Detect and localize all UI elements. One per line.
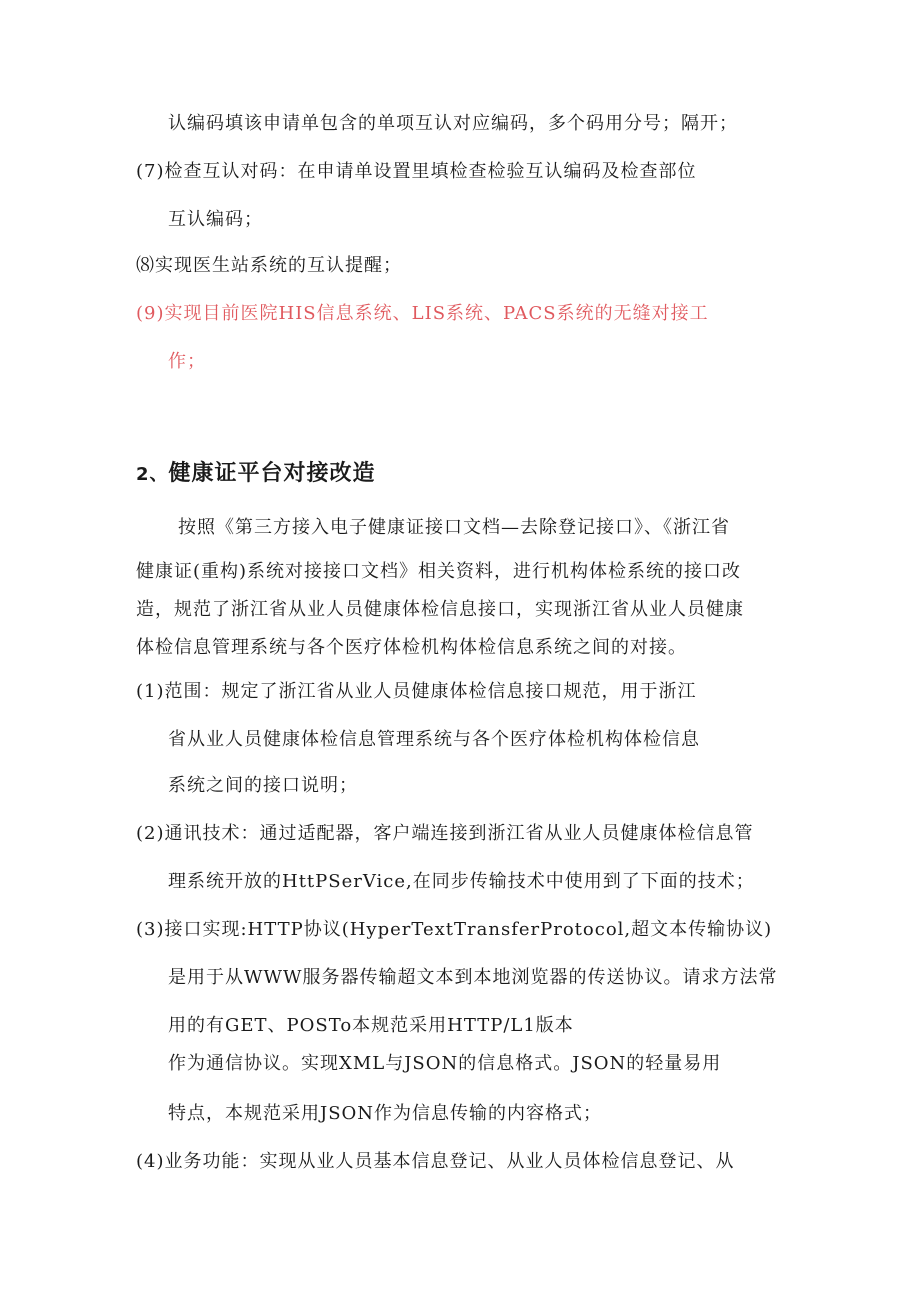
item-1-line-1: (1)范围：规定了浙江省从业人员健康体检信息接口规范，用于浙江 (136, 681, 697, 702)
item-1-line-3: 系统之间的接口说明； (168, 775, 358, 796)
item-3-line-4: 作为通信协议。实现XML与JSON的信息格式。JSON的轻量易用 (168, 1053, 722, 1074)
intro-paragraph-line-4: 体检信息管理系统与各个医疗体检机构体检信息系统之间的对接。 (136, 637, 687, 658)
item-3-line-2: 是用于从WWW服务器传输超文本到本地浏览器的传送协议。请求方法常 (168, 967, 778, 988)
intro-paragraph-line-2: 健康证(重构)系统对接接口文档》相关资料，进行机构体检系统的接口改 (136, 561, 742, 582)
list-item-9-line-2: 作； (168, 351, 206, 372)
item-3-line-1: (3)接口实现:HTTP协议(HyperTextTransferProtocol,超文本传输协议) (136, 919, 773, 940)
item-3-line-3: 用的有GET、POSTo本规范采用HTTP/L1版本 (168, 1015, 574, 1036)
item-2-line-1: (2)通讯技术：通过适配器，客户端连接到浙江省从业人员健康体检信息管 (136, 823, 754, 844)
section-heading (136, 460, 376, 489)
item-3-line-5: 特点，本规范采用JSON作为信息传输的内容格式； (168, 1103, 603, 1124)
list-item-7-line-2: 互认编码； (168, 209, 263, 230)
intro-paragraph-line-1: 按照《第三方接入电子健康证接口文档—去除登记接口》、《浙江省 (178, 517, 730, 538)
item-2-line-2: 理系统开放的HttPSerVice,在同步传输技术中使用到了下面的技术； (168, 871, 755, 892)
item-4-line-1: (4)业务功能：实现从业人员基本信息登记、从业人员体检信息登记、从 (136, 1151, 735, 1172)
intro-paragraph-line-3: 造，规范了浙江省从业人员健康体检信息接口，实现浙江省从业人员健康 (136, 599, 744, 620)
list-item-7-line-1: (7)检查互认对码：在申请单设置里填检查检验互认编码及检查部位 (136, 161, 697, 182)
list-item-9-line-1: (9)实现目前医院HIS信息系统、LIS系统、PACS系统的无缝对接工 (136, 303, 709, 324)
section-number: 2、 (136, 464, 169, 485)
list-item-6-continuation: 认编码填该申请单包含的单项互认对应编码，多个码用分号；隔开； (168, 113, 738, 134)
section-title: 健康证平台对接改造 (168, 461, 376, 486)
list-item-8: ⑻实现医生站系统的互认提醒； (136, 255, 402, 276)
item-1-line-2: 省从业人员健康体检信息管理系统与各个医疗体检机构体检信息 (168, 729, 700, 750)
